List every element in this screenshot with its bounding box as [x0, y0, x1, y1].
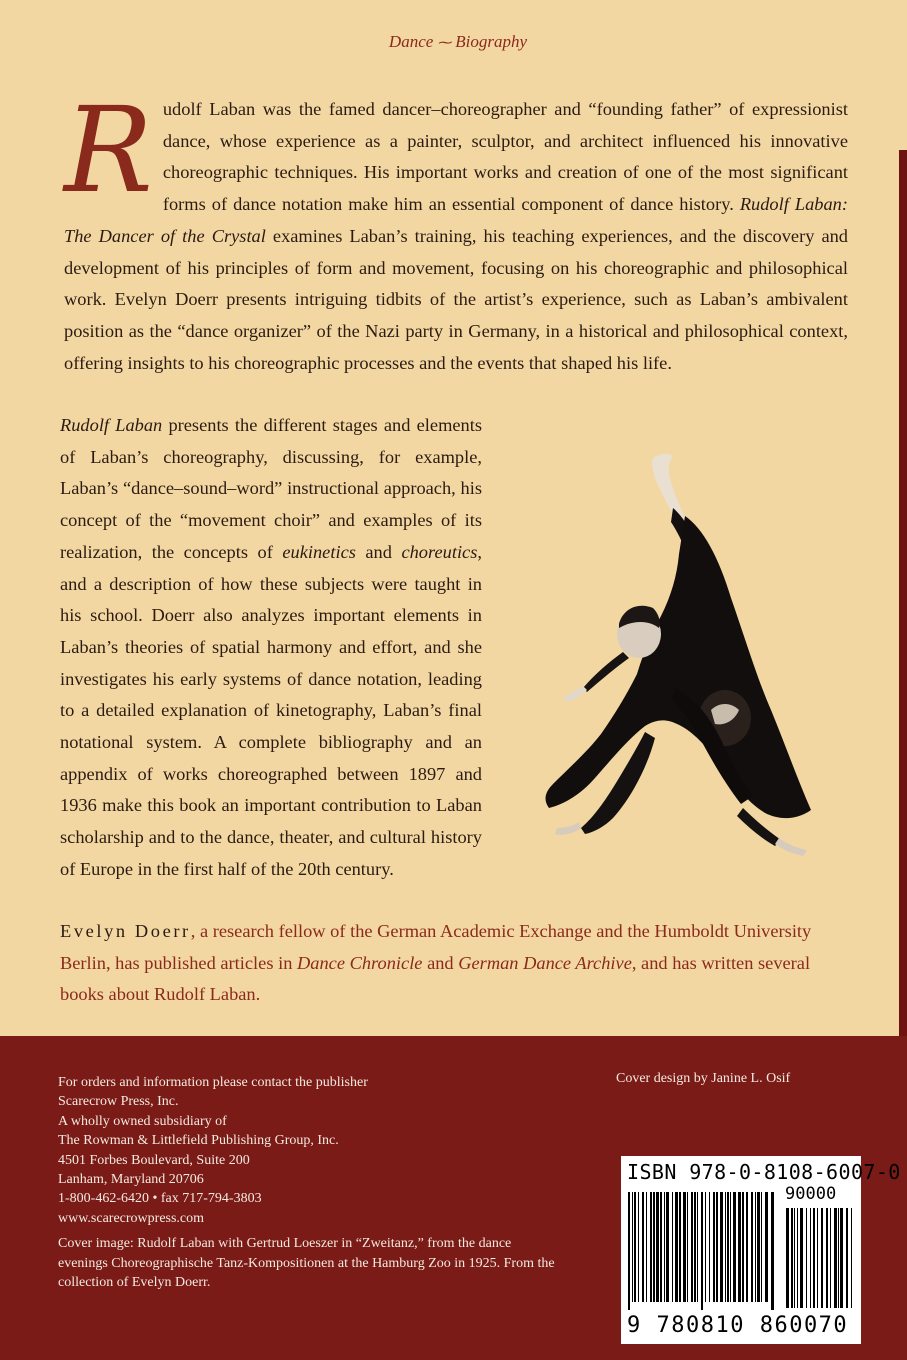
publisher-line: A wholly owned subsidiary of: [58, 1113, 227, 1129]
barcode-bar: [738, 1192, 741, 1302]
barcode-addon-bar: [791, 1208, 793, 1308]
barcode-addon-bar: [830, 1208, 831, 1308]
barcode-bar: [701, 1192, 703, 1310]
term-choreutics: choreutics: [401, 541, 478, 562]
barcode-bar: [730, 1192, 731, 1302]
barcode-bar: [761, 1192, 762, 1302]
bio-text-a: , a research fellow of the German Academic Exchange and the Humboldt University Berlin, has published articles in: [60, 921, 812, 973]
barcode-addon-bar: [851, 1208, 852, 1308]
barcode-addon-bar: [846, 1208, 848, 1308]
barcode-bar: [771, 1192, 774, 1310]
barcode-bar: [742, 1192, 744, 1302]
category-biography: Biography: [455, 32, 528, 51]
publisher-line: Lanham, Maryland 20706: [58, 1172, 204, 1188]
description-paragraph-1: [64, 81, 849, 379]
barcode-bar: [656, 1192, 659, 1302]
barcode-addon-bar: [826, 1208, 828, 1308]
barcode-bar: [679, 1192, 681, 1302]
barcode-bar: [638, 1192, 639, 1302]
barcode-icon: [626, 1188, 856, 1312]
author-bio: [60, 916, 820, 1011]
barcode-addon-bar: [817, 1208, 818, 1308]
bio-publication-1: Dance Chronicle: [297, 952, 423, 973]
barcode-bar: [646, 1192, 647, 1302]
description-paragraph-2: [60, 410, 482, 886]
ean-digits: 9 780810 860070: [627, 1313, 849, 1338]
barcode-addon-bar: [821, 1208, 823, 1308]
barcode-bar: [660, 1192, 662, 1302]
barcode-bar: [746, 1192, 748, 1302]
barcode-bar: [653, 1192, 655, 1302]
barcode-bar: [632, 1192, 633, 1302]
publisher-line: 1-800-462-6420 • fax 717-794-3803: [58, 1191, 262, 1207]
barcode-addon-bar: [794, 1208, 795, 1308]
barcode-bar: [757, 1192, 760, 1302]
p1-text-a: udolf Laban was the famed dancer–choreographer and “founding father” of expressionist dance, whose experience as a painter, sculptor, and architect influenced his innovative choreographic techniques. His important works and creation of one of the most significant forms of dance notation make him an essential component of dance history.: [162, 99, 848, 215]
barcode-addon-bar: [840, 1208, 843, 1308]
p2-text-a: presents the different stages and elements of Laban’s choreography, discussing, for example, Laban’s “dance–sound–word” instructional approach, his concept of the “movement choir” and examples of its realization, the concepts of: [60, 415, 482, 562]
barcode-bar: [697, 1192, 698, 1302]
barcode-bar: [705, 1192, 706, 1302]
publisher-line: The Rowman & Littlefield Publishing Group, Inc.: [58, 1133, 339, 1149]
barcode-bar: [691, 1192, 693, 1302]
p2-text-b: , and a description of how these subjects were taught in his school. Doerr also analyzes important elements in Laban’s theories of spatial harmony and effort, and she investigates his early systems of dance notation, leading to a detailed explanation of kinetography, Laban’s final notational system. A complete bibliography and an appendix of works choreographed between 1897 and 1936 make this book an important contribution to Laban scholarship and to the dance, theater, and cultural history of Europe in the first half of the 20th century.: [60, 541, 482, 879]
barcode-bar: [727, 1192, 729, 1302]
flourish-icon: ⁓: [437, 36, 452, 51]
p1-text-b: examines Laban’s training, his teaching experiences, and the discovery and development of his principles of form and movement, focusing on his choreographic and philosophical work. Evelyn Doerr presents intriguing tidbits of the artist’s experience, such as Laban’s ambivalent position as the “dance organizer” of the Nazi party in Germany, in a historical and philosophical context, offering insights to his choreographic processes and the events that shaped his life.: [64, 225, 849, 373]
author-name: Evelyn Doerr: [60, 921, 191, 941]
barcode-bar: [733, 1192, 736, 1302]
publisher-info: [58, 1073, 528, 1228]
barcode-bar: [765, 1192, 768, 1302]
dancers-photo: [535, 448, 815, 858]
price-code: 90000: [785, 1184, 837, 1204]
barcode-bar: [720, 1192, 723, 1302]
barcode-addon-bar: [806, 1208, 807, 1308]
isbn-text: ISBN 978-0-8108-6007-0: [627, 1160, 901, 1184]
barcode-bar: [675, 1192, 678, 1302]
publisher-line: Scarecrow Press, Inc.: [58, 1094, 179, 1110]
barcode-addon-bar: [834, 1208, 837, 1308]
barcode-bar: [687, 1192, 688, 1302]
barcode-bar: [716, 1192, 718, 1302]
barcode-bar: [666, 1192, 669, 1302]
barcode-addon-bar: [838, 1208, 839, 1308]
barcode-bar: [628, 1192, 630, 1310]
barcode-bar: [634, 1192, 636, 1302]
publisher-line: 4501 Forbes Boulevard, Suite 200: [58, 1152, 250, 1168]
term-eukinetics: eukinetics: [282, 541, 356, 562]
cover-image-caption: Cover image: Rudolf Laban with Gertrud Loeszer in “Zweitanz,” from the dance evenings Choreographische Tanz-Kompositionen at the Hamburg Zoo in 1925. From the collection of Evelyn Doerr.: [58, 1236, 555, 1291]
barcode-bar: [709, 1192, 710, 1302]
category-dance: Dance: [388, 32, 434, 51]
book-title: Rudolf Laban: The Dancer of the Crystal: [64, 194, 848, 246]
drop-cap: R: [64, 81, 153, 219]
barcode-bar: [713, 1192, 715, 1302]
barcode-addon-bar: [813, 1208, 815, 1308]
barcode-bar: [683, 1192, 686, 1302]
barcode-addon-bar: [810, 1208, 811, 1308]
barcode-addon-bar: [797, 1208, 798, 1308]
barcode-bar: [650, 1192, 652, 1302]
barcode-bar: [664, 1192, 665, 1302]
bio-and: and: [422, 952, 459, 973]
category-label: [368, 32, 548, 52]
bio-text-b: , and has written several books about Rudolf Laban.: [60, 952, 811, 1004]
publisher-url: www.scarecrowpress.com: [58, 1210, 205, 1226]
spine-edge-strip: [899, 150, 907, 1036]
publisher-line: For orders and information please contact the publisher: [58, 1075, 368, 1090]
barcode-bar: [642, 1192, 644, 1302]
book-title-short: Rudolf Laban: [60, 415, 163, 435]
barcode-addon-bar: [800, 1208, 803, 1308]
barcode-bar: [751, 1192, 753, 1302]
barcode-addon-bar: [786, 1208, 789, 1308]
barcode-bar: [672, 1192, 673, 1302]
barcode-bar: [694, 1192, 696, 1302]
barcode-bar: [755, 1192, 756, 1302]
p2-and: and: [355, 541, 402, 562]
cover-design-credit: Cover design by Janine L. Osif: [616, 1071, 791, 1086]
barcode-bar: [725, 1192, 726, 1302]
bio-publication-2: German Dance Archive: [458, 952, 632, 973]
